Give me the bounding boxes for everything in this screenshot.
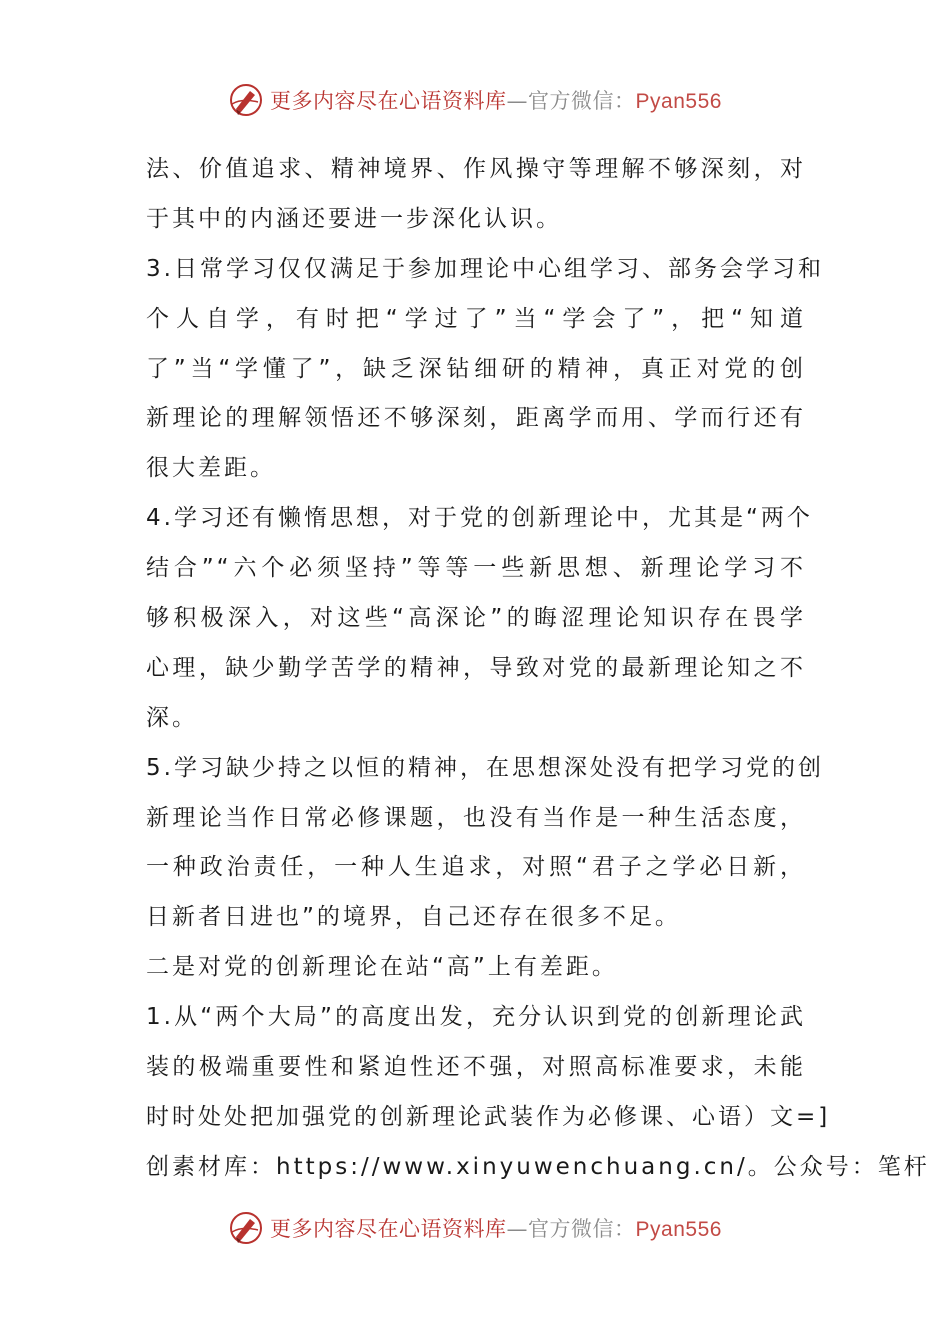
banner-label: 官方微信： <box>528 89 636 113</box>
text-line: 很大差距。 <box>146 455 276 482</box>
banner-wechat-id: Pyan556 <box>635 90 722 113</box>
text-line: 了”当“学懂了”，缺乏深钻细研的精神，真正对党的创 <box>146 355 806 382</box>
text-line: 创素材库：https://www.xinyuwenchuang.cn/。公众号：笔杆 <box>146 1153 930 1180</box>
banner-main: 更多内容尽在心语资料库 <box>270 89 507 113</box>
text-line: 个人自学，有时把“学过了”当“学会了”，把“知道 <box>146 305 806 332</box>
text-line: 3.日常学习仅仅满足于参加理论中心组学习、部务会学习和 <box>146 255 824 282</box>
text-line: 5.学习缺少持之以恒的精神，在思想深处没有把学习党的创 <box>146 754 824 781</box>
text-line: 装的极端重要性和紧迫性还不强，对照高标准要求，未能 <box>146 1054 806 1081</box>
text-line: 新理论当作日常必修课题，也没有当作是一种生活态度， <box>146 804 806 831</box>
footer-banner <box>0 1208 950 1248</box>
banner-text <box>270 1213 722 1243</box>
banner-wechat-id: Pyan556 <box>635 1218 722 1241</box>
banner-dash: — <box>506 89 529 113</box>
text-line: 深。 <box>146 704 198 731</box>
header-banner <box>0 80 950 120</box>
banner-text <box>270 85 722 115</box>
banner-label: 官方微信： <box>528 1217 636 1241</box>
text-line: 4.学习还有懒惰思想，对于党的创新理论中，尤其是“两个 <box>146 505 813 532</box>
text-line: 心理，缺少勤学苦学的精神，导致对党的最新理论知之不 <box>146 654 806 681</box>
text-line: 1.从“两个大局”的高度出发，充分认识到党的创新理论武 <box>146 1004 806 1031</box>
text-line: 时时处处把加强党的创新理论武装作为必修课、心语）文=] <box>146 1103 831 1130</box>
text-line: 够积极深入，对这些“高深论”的晦涩理论知识存在畏学 <box>146 605 806 632</box>
pen-logo-icon <box>228 82 264 118</box>
pen-logo-icon <box>228 1210 264 1246</box>
banner-main: 更多内容尽在心语资料库 <box>270 1217 507 1241</box>
text-line: 日新者日进也”的境界，自己还存在很多不足。 <box>146 904 681 931</box>
text-line: 于其中的内涵还要进一步深化认识。 <box>146 205 562 232</box>
text-line: 新理论的理解领悟还不够深刻，距离学而用、学而行还有 <box>146 405 806 432</box>
text-line: 一种政治责任，一种人生追求，对照“君子之学必日新， <box>146 854 806 881</box>
text-line: 结合”“六个必须坚持”等等一些新思想、新理论学习不 <box>146 555 806 582</box>
document-body <box>146 145 930 1193</box>
section-heading: 二是对党的创新理论在站“高”上有差距。 <box>146 954 618 981</box>
text-line: 法、价值追求、精神境界、作风操守等理解不够深刻，对 <box>146 156 806 182</box>
banner-dash: — <box>506 1217 529 1241</box>
